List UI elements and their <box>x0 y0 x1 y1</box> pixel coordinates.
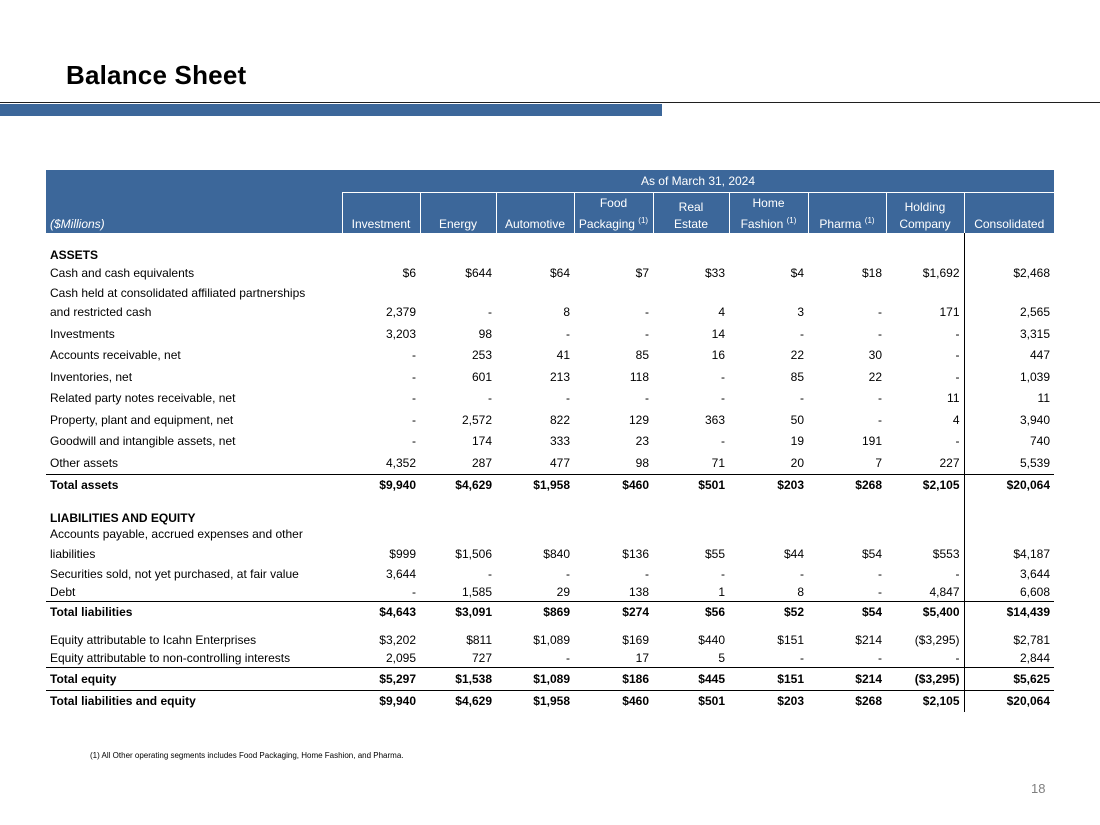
cell-food-packaging: $7 <box>635 265 649 280</box>
cell-automotive: - <box>496 649 574 668</box>
cell-energy: $1,506 <box>455 546 492 561</box>
cell-energy: $1,538 <box>420 668 496 691</box>
cell-energy: 2,572 <box>461 412 492 427</box>
table-row <box>46 262 1054 284</box>
cell-pharma: $214 <box>855 633 882 647</box>
col-header-home-fashion: Home Fashion $^{(1)}$ <box>729 193 808 234</box>
cell-real-estate: $440 <box>698 633 725 647</box>
cell-automotive: $1,089 <box>533 633 570 647</box>
row-label: Other assets <box>46 452 342 474</box>
cell-investment: $3,202 <box>379 633 416 647</box>
row-label: Goodwill and intangible assets, net <box>50 434 236 449</box>
cell-consolidated: 3,940 <box>964 409 1054 431</box>
cell-holding-company: 11 <box>947 391 960 406</box>
cell-food-packaging: 129 <box>628 412 649 427</box>
cell-home-fashion: $151 <box>777 633 804 647</box>
cell-investment: $999 <box>389 546 416 561</box>
cell-investment: - <box>412 369 416 384</box>
cell-holding-company: - <box>955 566 960 581</box>
cell-holding-company: - <box>955 348 960 363</box>
row-label: and restricted cash <box>50 305 152 320</box>
cell-home-fashion: 85 <box>790 369 804 384</box>
cell-food-packaging: $186 <box>574 668 653 691</box>
cell-automotive: 333 <box>549 434 570 449</box>
col-header-energy: Energy <box>420 193 496 234</box>
col-header-investment: Investment <box>342 193 420 234</box>
cell-holding-company: 4,847 <box>886 583 964 602</box>
cell-pharma: $54 <box>861 605 882 620</box>
row-label: Accounts payable, accrued expenses and other <box>50 527 303 541</box>
cell-investment: 2,379 <box>385 305 416 320</box>
cell-pharma: $214 <box>808 668 886 691</box>
cell-pharma: $18 <box>861 265 882 280</box>
as-of-date: As of March 31, 2024 <box>342 170 1054 193</box>
row-label: Total assets <box>50 478 119 493</box>
balance-sheet-table <box>46 170 1054 712</box>
cell-real-estate: 1 <box>653 583 729 602</box>
cell-investment: - <box>412 391 416 406</box>
row-label: Debt <box>46 583 342 602</box>
cell-real-estate: $55 <box>704 546 725 561</box>
cell-consolidated: 740 <box>964 431 1054 453</box>
cell-real-estate: 363 <box>704 412 725 427</box>
cell-automotive: $64 <box>549 265 570 280</box>
total-row <box>46 474 1054 496</box>
cell-home-fashion: $44 <box>783 546 804 561</box>
total-row <box>46 601 1054 623</box>
cell-home-fashion: $203 <box>777 694 804 709</box>
row-label: Equity attributable to Icahn Enterprises <box>50 633 257 647</box>
cell-pharma: - <box>878 326 882 341</box>
cell-pharma: - <box>878 566 882 581</box>
row-label: Accounts receivable, net <box>50 348 181 363</box>
cell-food-packaging: - <box>645 305 649 320</box>
row-label: Cash held at consolidated affiliated partnerships <box>50 285 306 300</box>
table-row <box>46 525 1054 543</box>
cell-investment: - <box>412 412 416 427</box>
cell-consolidated: 447 <box>964 345 1054 367</box>
cell-investment: - <box>412 434 416 449</box>
cell-energy: $3,091 <box>455 605 492 620</box>
row-label: Total liabilities and equity <box>50 694 196 709</box>
title-accent-bar <box>0 104 662 116</box>
table-row <box>46 345 1054 367</box>
cell-automotive: 29 <box>496 583 574 602</box>
cell-pharma: - <box>808 649 886 668</box>
table-row <box>46 388 1054 410</box>
cell-home-fashion: 8 <box>729 583 808 602</box>
cell-real-estate: $501 <box>698 478 725 493</box>
cell-holding-company: $1,692 <box>922 265 960 280</box>
col-header-pharma: Pharma $^{(1)}$ <box>808 193 886 234</box>
cell-real-estate: - <box>721 369 725 384</box>
title-rule <box>0 102 1100 103</box>
cell-pharma: - <box>808 583 886 602</box>
cell-consolidated: 1,039 <box>964 366 1054 388</box>
cell-real-estate: 14 <box>711 326 725 341</box>
cell-food-packaging: - <box>645 391 649 406</box>
cell-investment: $4,643 <box>379 605 416 620</box>
cell-holding-company: 227 <box>886 452 964 474</box>
cell-food-packaging: 17 <box>574 649 653 668</box>
cell-pharma: 22 <box>868 369 882 384</box>
row-label: Investments <box>50 326 115 341</box>
cell-holding-company: ($3,295) <box>914 633 960 647</box>
total-row <box>46 668 1054 691</box>
cell-real-estate: $501 <box>698 694 725 709</box>
cell-food-packaging: - <box>645 566 649 581</box>
row-label: Total equity <box>46 668 342 691</box>
cell-energy: 727 <box>420 649 496 668</box>
cell-investment: - <box>342 583 420 602</box>
col-header-automotive: Automotive <box>496 193 574 234</box>
cell-pharma: - <box>878 412 882 427</box>
cell-consolidated: 11 <box>964 388 1054 410</box>
row-label: Securities sold, not yet purchased, at fair value <box>50 566 299 581</box>
cell-real-estate: - <box>721 391 725 406</box>
col-header-holding-company: Holding Company <box>886 193 964 234</box>
cell-automotive: 213 <box>549 369 570 384</box>
row-label: Related party notes receivable, net <box>50 391 236 406</box>
cell-holding-company: $5,400 <box>922 605 960 620</box>
cell-energy: 253 <box>471 348 492 363</box>
table-row <box>46 302 1054 324</box>
cell-consolidated: 3,315 <box>964 323 1054 345</box>
cell-pharma: - <box>878 305 882 320</box>
footnote: (1) All Other operating segments includes Food Packaging, Home Fashion, and Pharma. <box>90 751 404 760</box>
cell-holding-company: $553 <box>932 546 960 561</box>
cell-pharma: $268 <box>855 478 882 493</box>
cell-automotive: 8 <box>563 305 570 320</box>
row-label: Equity attributable to non-controlling interests <box>46 649 342 668</box>
cell-home-fashion: - <box>729 649 808 668</box>
cell-home-fashion: $52 <box>783 605 804 620</box>
cell-pharma: - <box>878 391 882 406</box>
cell-food-packaging: $460 <box>622 694 649 709</box>
cell-automotive: $840 <box>543 546 570 561</box>
cell-automotive: - <box>566 391 570 406</box>
cell-investment: $6 <box>402 265 416 280</box>
cell-energy: - <box>488 305 492 320</box>
cell-food-packaging: - <box>645 326 649 341</box>
cell-real-estate: 16 <box>711 348 725 363</box>
table-row <box>46 409 1054 431</box>
table-row <box>46 631 1054 649</box>
cell-energy: $4,629 <box>455 694 492 709</box>
row-label: Total liabilities <box>50 605 133 620</box>
cell-real-estate: 5 <box>653 649 729 668</box>
cell-automotive: 477 <box>496 452 574 474</box>
cell-automotive: $1,958 <box>533 694 570 709</box>
cell-automotive: $1,958 <box>533 478 570 493</box>
col-header-real-estate: Real Estate <box>653 193 729 234</box>
table-row <box>46 366 1054 388</box>
cell-energy: - <box>488 566 492 581</box>
cell-holding-company: - <box>955 434 960 449</box>
cell-consolidated: 5,539 <box>964 452 1054 474</box>
cell-consolidated: 2,565 <box>964 302 1054 324</box>
cell-energy: 287 <box>420 452 496 474</box>
cell-home-fashion: $203 <box>777 478 804 493</box>
col-header-consolidated: Consolidated <box>964 193 1054 234</box>
cell-investment: 4,352 <box>342 452 420 474</box>
table-row <box>46 565 1054 583</box>
cell-pharma: $268 <box>855 694 882 709</box>
cell-real-estate: - <box>721 566 725 581</box>
cell-consolidated: $5,625 <box>964 668 1054 691</box>
cell-holding-company: $2,105 <box>922 694 960 709</box>
col-header-food-packaging: Food Packaging $^{(1)}$ <box>574 193 653 234</box>
cell-energy: $811 <box>466 633 492 647</box>
cell-pharma: 30 <box>868 348 882 363</box>
cell-food-packaging: 138 <box>574 583 653 602</box>
cell-food-packaging: $136 <box>622 546 649 561</box>
cell-consolidated: $20,064 <box>964 690 1054 712</box>
cell-holding-company: $2,105 <box>922 478 960 493</box>
cell-holding-company: - <box>886 649 964 668</box>
cell-holding-company: - <box>955 326 960 341</box>
cell-investment: - <box>412 348 416 363</box>
table-row <box>46 649 1054 668</box>
cell-consolidated: $20,064 <box>964 474 1054 496</box>
cell-consolidated: $14,439 <box>964 601 1054 623</box>
cell-food-packaging: 98 <box>574 452 653 474</box>
cell-investment: $9,940 <box>379 694 416 709</box>
cell-investment: 3,203 <box>385 326 416 341</box>
cell-home-fashion: 22 <box>790 348 804 363</box>
cell-food-packaging: $274 <box>622 605 649 620</box>
cell-food-packaging: 118 <box>629 369 649 384</box>
cell-home-fashion: 19 <box>790 434 804 449</box>
cell-consolidated: 2,844 <box>964 649 1054 668</box>
page-title: Balance Sheet <box>66 60 247 90</box>
cell-consolidated: $2,468 <box>964 262 1054 284</box>
cell-home-fashion: 50 <box>790 412 804 427</box>
row-label: Property, plant and equipment, net <box>50 412 234 427</box>
total-row <box>46 690 1054 712</box>
cell-investment: $9,940 <box>379 478 416 493</box>
cell-holding-company: ($3,295) <box>886 668 964 691</box>
cell-home-fashion: - <box>800 326 804 341</box>
cell-energy: $644 <box>465 265 492 280</box>
cell-pharma: 191 <box>861 434 882 449</box>
cell-home-fashion: $151 <box>729 668 808 691</box>
table-row <box>46 583 1054 602</box>
table-row <box>46 452 1054 474</box>
cell-home-fashion: 3 <box>797 305 804 320</box>
cell-consolidated: 6,608 <box>964 583 1054 602</box>
cell-pharma: $54 <box>861 546 882 561</box>
cell-food-packaging: 23 <box>635 434 649 449</box>
cell-holding-company: - <box>955 369 960 384</box>
cell-holding-company: 171 <box>939 305 960 320</box>
cell-investment: $5,297 <box>342 668 420 691</box>
cell-automotive: $869 <box>543 605 570 620</box>
cell-consolidated: $4,187 <box>964 543 1054 565</box>
cell-food-packaging: $460 <box>622 478 649 493</box>
table-row <box>46 543 1054 565</box>
cell-consolidated: $2,781 <box>964 631 1054 649</box>
cell-home-fashion: - <box>800 566 804 581</box>
cell-real-estate: 71 <box>653 452 729 474</box>
section-heading: LIABILITIES AND EQUITY <box>50 511 196 525</box>
row-label: Inventories, net <box>50 369 133 384</box>
table-row <box>46 323 1054 345</box>
cell-automotive: $1,089 <box>496 668 574 691</box>
table-row <box>46 284 1054 302</box>
section-liabilities <box>46 504 1054 525</box>
cell-energy: $4,629 <box>455 478 492 493</box>
cell-automotive: 41 <box>556 348 570 363</box>
section-assets <box>46 241 1054 262</box>
cell-automotive: - <box>566 566 570 581</box>
cell-automotive: - <box>566 326 570 341</box>
header-blank <box>46 170 342 193</box>
cell-real-estate: 4 <box>718 305 725 320</box>
row-label: liabilities <box>50 546 96 561</box>
page-number: 18 <box>1031 781 1046 796</box>
cell-real-estate: $33 <box>704 265 725 280</box>
cell-home-fashion: 20 <box>729 452 808 474</box>
cell-food-packaging: 85 <box>635 348 649 363</box>
row-label: Cash and cash equivalents <box>50 265 195 280</box>
cell-real-estate: $445 <box>653 668 729 691</box>
cell-energy: 174 <box>471 434 492 449</box>
cell-investment: 2,095 <box>342 649 420 668</box>
table-row <box>46 431 1054 453</box>
units-label: ($Millions) <box>46 193 342 234</box>
cell-consolidated: 3,644 <box>964 565 1054 583</box>
cell-investment: 3,644 <box>385 566 416 581</box>
cell-automotive: 822 <box>549 412 570 427</box>
cell-energy: - <box>488 391 492 406</box>
cell-energy: 601 <box>471 369 492 384</box>
cell-energy: 1,585 <box>420 583 496 602</box>
cell-energy: 98 <box>478 326 492 341</box>
cell-home-fashion: - <box>800 391 804 406</box>
cell-pharma: 7 <box>808 452 886 474</box>
cell-real-estate: $56 <box>704 605 725 620</box>
cell-home-fashion: $4 <box>790 265 804 280</box>
cell-holding-company: 4 <box>952 412 960 427</box>
cell-food-packaging: $169 <box>622 633 649 647</box>
section-heading: ASSETS <box>50 248 99 262</box>
cell-real-estate: - <box>721 434 725 449</box>
